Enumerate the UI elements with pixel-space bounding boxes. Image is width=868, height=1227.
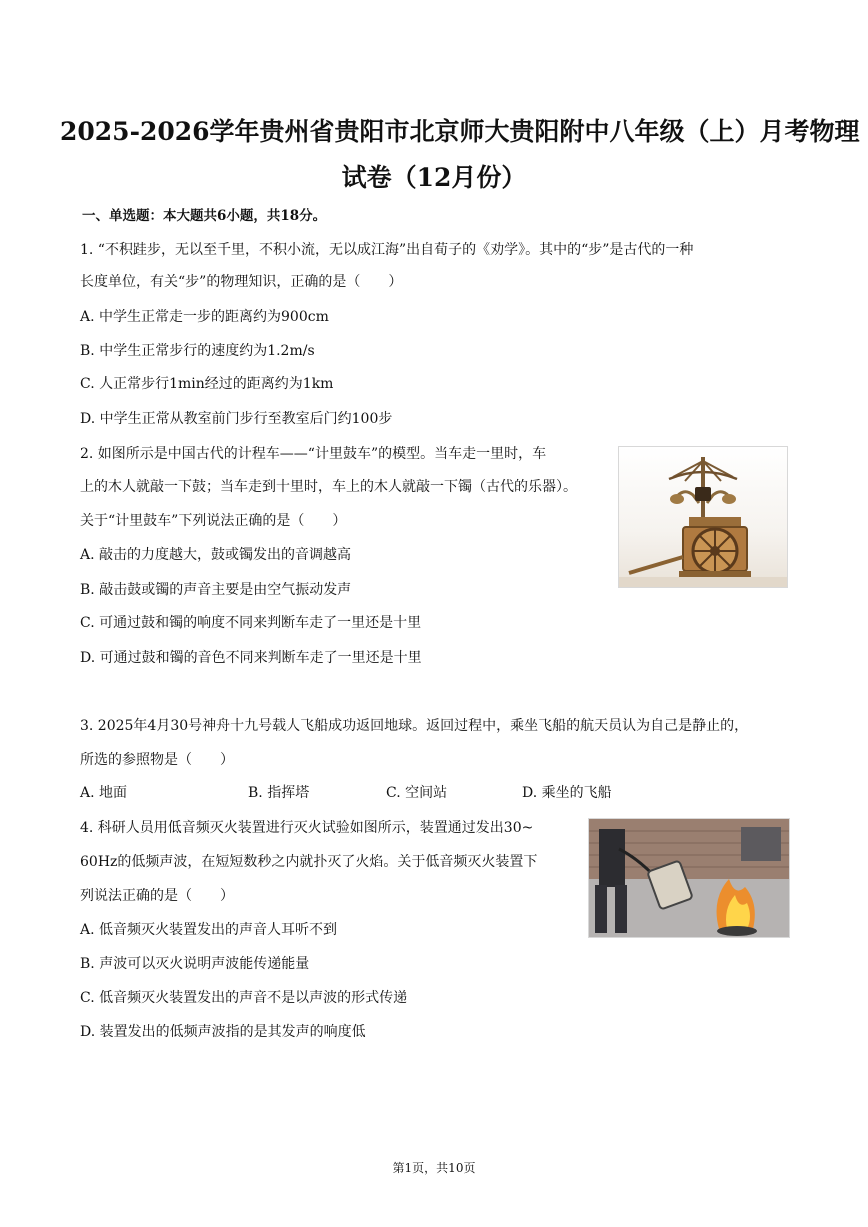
question-3-option-b: B. 指挥塔: [248, 785, 310, 801]
drum-cart-photo: [618, 446, 788, 588]
question-1-stem-line-1: 1. “不积跬步，无以至千里，不积小流，无以成江海”出自荀子的《劝学》。其中的“步”是古代的一种: [80, 242, 694, 258]
question-4-option-d: D. 装置发出的低频声波指的是其发声的响度低: [80, 1024, 366, 1040]
question-1-stem-line-2: 长度单位，有关“步”的物理知识，正确的是（ ）: [80, 274, 403, 290]
question-3-option-d: D. 乘坐的飞船: [522, 785, 612, 801]
question-4-stem-line-2: 60Hz的低频声波，在短短数秒之内就扑灭了火焰。关于低音频灭火装置下: [80, 854, 538, 870]
question-4-option-a: A. 低音频灭火装置发出的声音人耳听不到: [80, 922, 338, 938]
question-2-option-b: B. 敲击鼓或镯的声音主要是由空气振动发声: [80, 582, 352, 598]
sound-fire-extinguisher-photo: [588, 818, 790, 938]
drum-cart-illustration: [619, 447, 787, 587]
question-3-option-c: C. 空间站: [386, 785, 448, 801]
question-2-option-d: D. 可通过鼓和镯的音色不同来判断车走了一里还是十里: [80, 650, 422, 666]
page-title-line-2: 试卷（12月份）: [341, 163, 527, 192]
page-title-line-1: 2025-2026学年贵州省贵阳市北京师大贵阳附中八年级（上）月考物理: [60, 117, 860, 146]
question-1-option-a: A. 中学生正常走一步的距离约为900cm: [80, 309, 329, 325]
question-2-stem-line-2: 上的木人就敲一下鼓；当车走到十里时，车上的木人就敲一下镯（古代的乐器）。: [80, 479, 577, 495]
question-4-stem-line-3: 列说法正确的是（ ）: [80, 888, 234, 904]
page-footer: 第1页，共10页: [392, 1161, 476, 1175]
question-3-option-a: A. 地面: [80, 785, 128, 801]
question-2-option-c: C. 可通过鼓和镯的响度不同来判断车走了一里还是十里: [80, 615, 422, 631]
question-2-option-a: A. 敲击的力度越大，鼓或镯发出的音调越高: [80, 547, 352, 563]
question-1-option-b: B. 中学生正常步行的速度约为1.2m/s: [80, 343, 315, 359]
question-4-option-c: C. 低音频灭火装置发出的声音不是以声波的形式传递: [80, 990, 408, 1006]
section-heading: 一、单选题：本大题共6小题，共18分。: [82, 208, 327, 224]
question-2-stem-line-1: 2. 如图所示是中国古代的计程车——“计里鼓车”的模型。当车走一里时，车: [80, 446, 547, 462]
fire-test-illustration: [589, 819, 789, 937]
question-1-option-c: C. 人正常步行1min经过的距离约为1km: [80, 376, 334, 392]
question-2-stem-line-3: 关于“计里鼓车”下列说法正确的是（ ）: [80, 513, 347, 529]
question-1-option-d: D. 中学生正常从教室前门步行至教室后门约100步: [80, 411, 393, 427]
question-4-stem-line-1: 4. 科研人员用低音频灭火装置进行灭火试验如图所示，装置通过发出30~: [80, 820, 534, 836]
question-3-stem-line-1: 3. 2025年4月30号神舟十九号载人飞船成功返回地球。返回过程中，乘坐飞船的航天员认为自己是静止的，: [80, 718, 749, 734]
question-4-option-b: B. 声波可以灭火说明声波能传递能量: [80, 956, 310, 972]
question-3-stem-line-2: 所选的参照物是（ ）: [80, 752, 234, 768]
